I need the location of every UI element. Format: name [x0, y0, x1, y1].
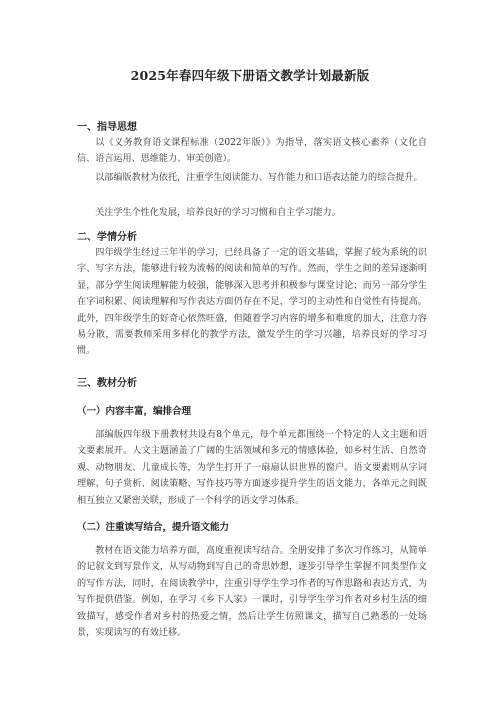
section-heading-guiding-ideology: 一、指导思想 [77, 122, 137, 133]
paragraph: 关注学生个性化发展，培养良好的学习习惯和自主学习能力。 [95, 208, 341, 218]
paragraph: 四年级学生经过三年半的学习，已经具备了一定的语文基础，掌握了较为系统的识字、写字方法，能够进行较为流畅的阅读和简单的写作。然而，学生之间的差异逐渐明显，部分学生阅读理解能力较强，能够深入思考并积极参与课堂讨论；而另一部分学生在字词积累、阅读理解和写作表达方面仍存在不足，学习的主动性和自觉性有待提高。此外，四年级学生的好奇心依然旺盛，但随着学习内容的增多和难度的加大，注意力容易分散，需要教师采用多样化的教学方法，激发学生的学习兴趣，培养良好的学习习惯。 [77, 248, 427, 357]
paragraph: 部编版四年级下册教材共设有8个单元，每个单元都围绕一个特定的人文主题和语文要素展开。人文主题涵盖了广阔的生活领域和多元的情感体验，如乡村生活、自然奇观、动物朋友、儿童成长等，为学生打开了一扇扇认识世界的窗户。语文要素则从字词理解、句子赏析、阅读策略、写作技巧等方面逐步提升学生的语文能力，各单元之间既相互独立又紧密关联，形成了一个科学的语文学习体系。 [77, 430, 427, 506]
subsection-heading-reading-writing: （二）注重读写结合，提升语文能力 [77, 522, 230, 533]
section-heading-textbook-analysis: 三、教材分析 [77, 378, 137, 389]
paragraph: 以部编版教材为依托，注重学生阅读能力、写作能力和口语表达能力的综合提升。 [95, 173, 423, 183]
subsection-heading-content: （一）内容丰富，编排合理 [77, 406, 192, 417]
section-heading-student-analysis: 二、学情分析 [77, 232, 137, 243]
paragraph: 以《义务教育语文课程标准（2022年版）》为指导，落实语文核心素养（文化自信、语言运用、思维能力、审美创造）。 [77, 138, 427, 165]
paragraph: 教材在语文能力培养方面，高度重视读写结合。全册安排了多次习作练习，从简单的记叙文到写景作文，从写动物到写自己的奇思妙想，逐步引导学生掌握不同类型作文的写作方法，同时，在阅读教学中，注重引导学生学习作者的写作思路和表达方式，为写作提供借鉴。例如，在学习《乡下人家》一课时，引导学生学习作者对乡村生活的细致描写，感受作者对乡村的热爱之情，然后让学生仿照课文，描写自己熟悉的一处场景，实现读写的有效迁移。 [77, 546, 427, 639]
document-title: 2025年春四年级下册语文教学计划最新版 [130, 68, 370, 83]
